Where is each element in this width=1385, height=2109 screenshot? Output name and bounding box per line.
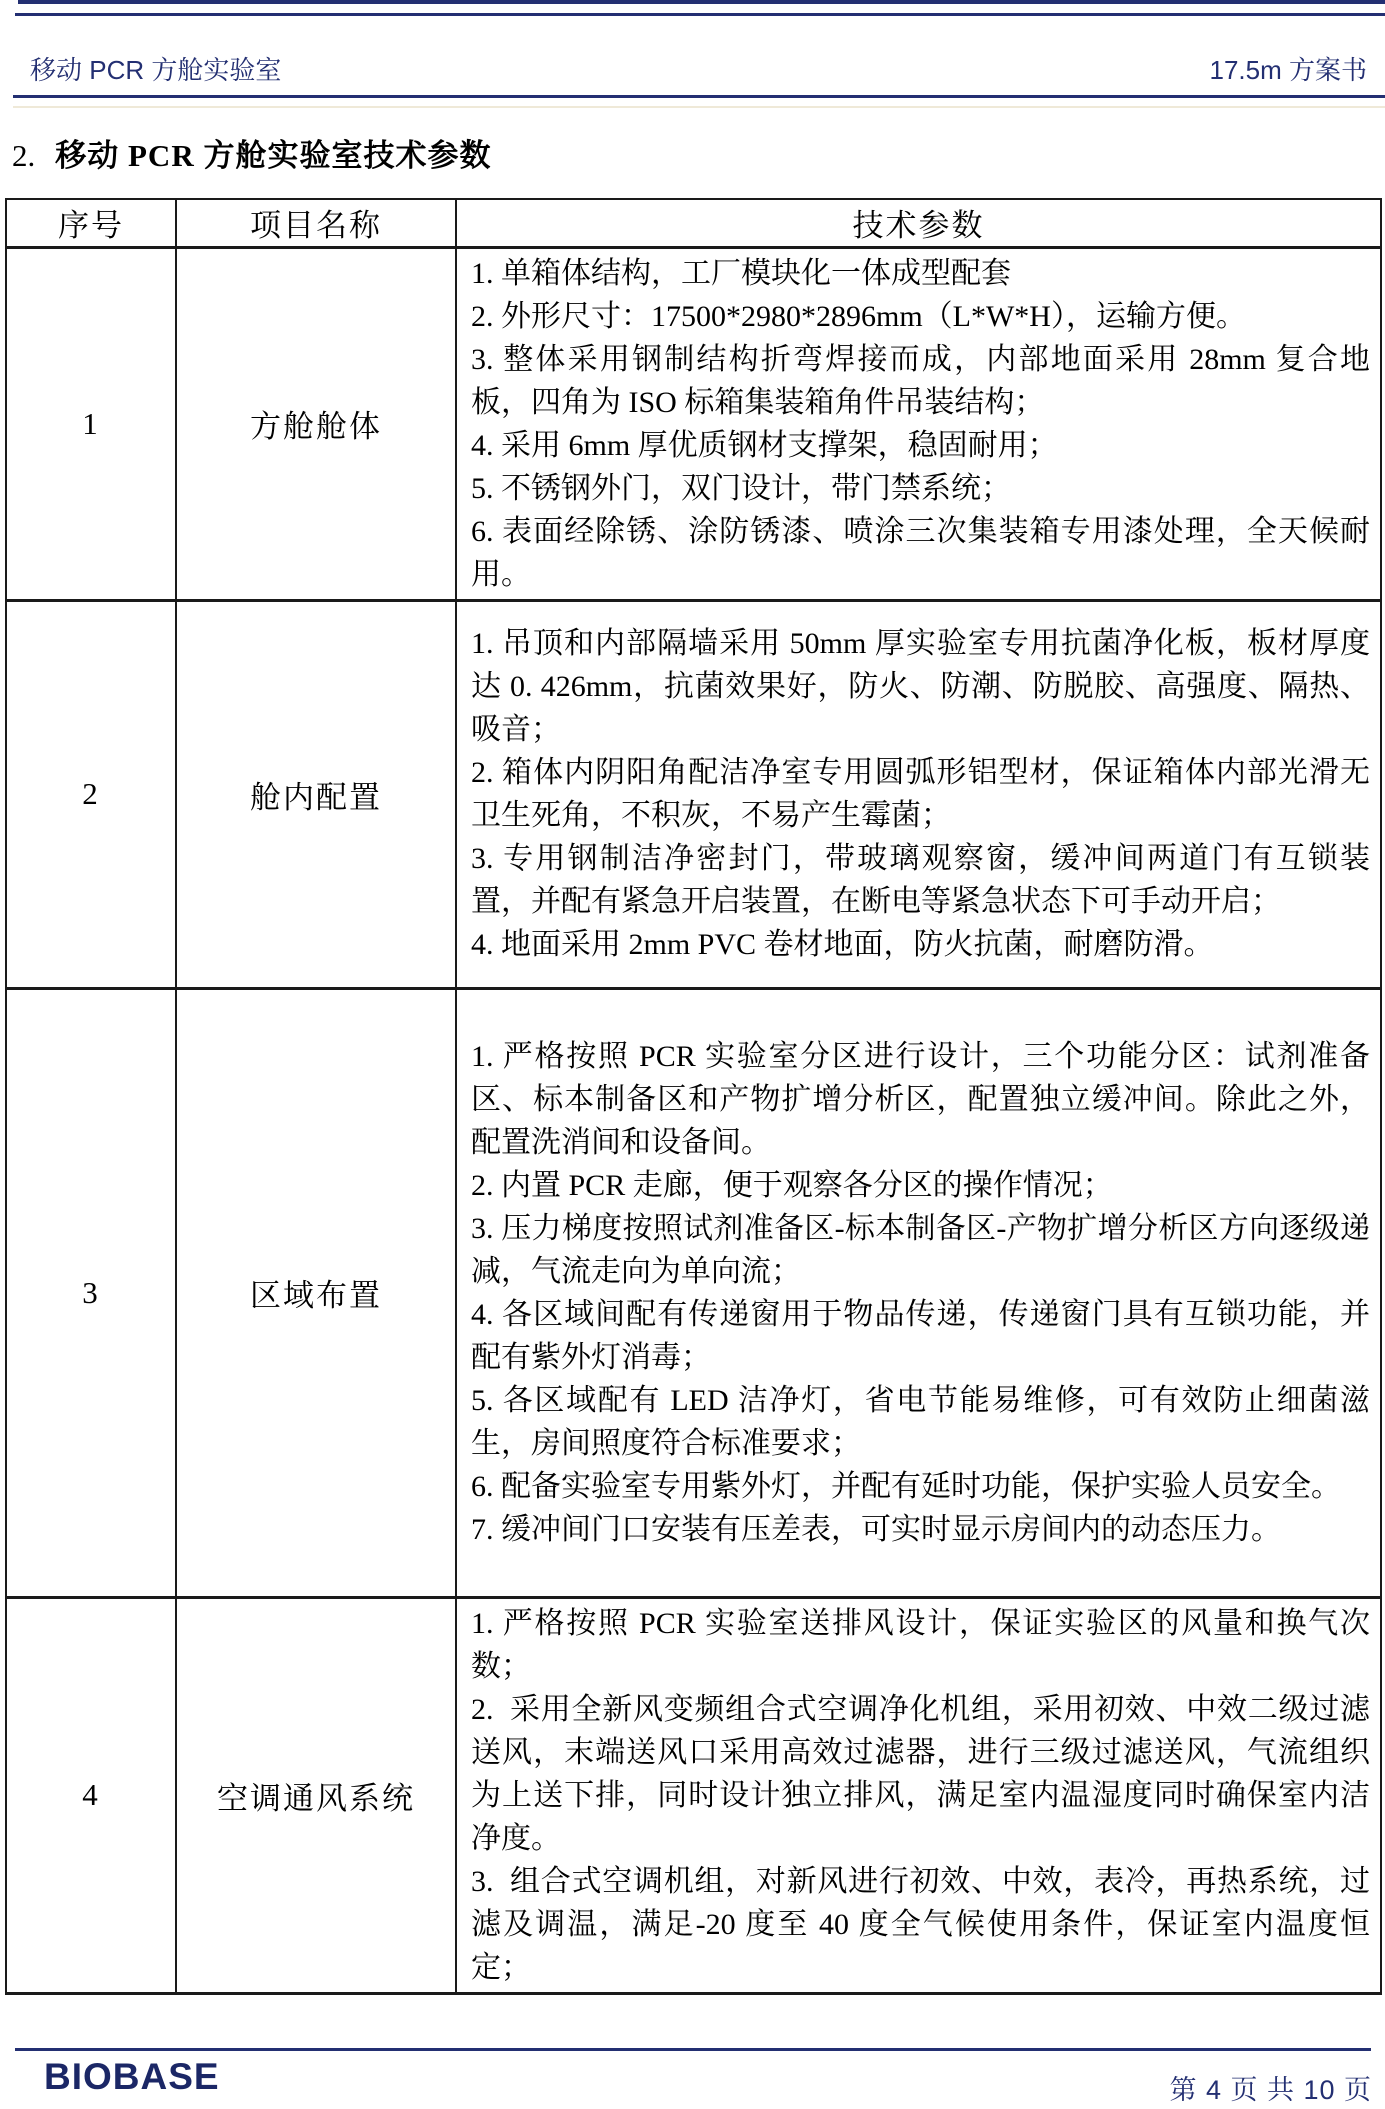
param-line: 2. 外形尺寸：17500*2980*2896mm（L*W*H），运输方便。 bbox=[471, 299, 1246, 333]
top-rule-thin bbox=[15, 13, 1385, 16]
param-line: 2. 采用全新风变频组合式空调净化机组，采用初效、中效二级过滤送风，末端送风口采用高效过滤器，进行三级过滤送风，气流组织为上送下排，同时设计独立排风，满足室内温湿度同时确保室内洁净度。 bbox=[471, 1692, 1370, 1855]
header-left-title: 移动 PCR 方舱实验室 bbox=[30, 55, 282, 85]
param-line: 5. 不锈钢外门，双门设计，带门禁系统； bbox=[471, 471, 1011, 505]
table-header-row bbox=[6, 199, 1381, 247]
param-line: 4. 各区域间配有传递窗用于物品传递，传递窗门具有互锁功能，并配有紫外灯消毒； bbox=[471, 1297, 1370, 1374]
row-params-cell bbox=[456, 247, 1381, 600]
row-params-cell bbox=[456, 1597, 1381, 1993]
row-item-name: 区域布置 bbox=[176, 988, 456, 1597]
param-line: 1. 严格按照 PCR 实验室送排风设计，保证实验区的风量和换气次数； bbox=[471, 1606, 1370, 1683]
table-row bbox=[6, 1597, 1381, 1993]
param-line: 7. 缓冲间门口安装有压差表，可实时显示房间内的动态压力。 bbox=[471, 1512, 1281, 1546]
table-row bbox=[6, 600, 1381, 988]
row-number: 4 bbox=[6, 1597, 176, 1993]
col-header-item: 项目名称 bbox=[176, 199, 456, 247]
header-divider-faint bbox=[13, 106, 1385, 108]
header-right-label: 17.5m 方案书 bbox=[1209, 55, 1367, 85]
biobase-logo: BIOBASE bbox=[44, 2056, 220, 2097]
row-number: 2 bbox=[6, 600, 176, 988]
row-item-name: 方舱舱体 bbox=[176, 247, 456, 600]
param-line: 1. 单箱体结构，工厂模块化一体成型配套 bbox=[471, 256, 1011, 290]
page-header bbox=[30, 50, 1367, 87]
table-row bbox=[6, 988, 1381, 1597]
param-line: 5. 各区域配有 LED 洁净灯，省电节能易维修，可有效防止细菌滋生，房间照度符合标准要求； bbox=[471, 1383, 1370, 1460]
section-title: 移动 PCR 方舱实验室技术参数 bbox=[55, 138, 492, 173]
section-heading bbox=[12, 130, 491, 175]
row-number: 3 bbox=[6, 988, 176, 1597]
param-line: 4. 采用 6mm 厚优质钢材支撑架，稳固耐用； bbox=[471, 428, 1058, 462]
section-number: 2. bbox=[12, 138, 36, 173]
param-line: 6. 表面经除锈、涂防锈漆、喷涂三次集装箱专用漆处理，全天候耐用。 bbox=[471, 514, 1370, 591]
row-params-cell bbox=[456, 600, 1381, 988]
param-line: 3. 压力梯度按照试剂准备区-标本制备区-产物扩增分析区方向逐级递减，气流走向为单向流； bbox=[471, 1211, 1370, 1288]
param-line: 4. 地面采用 2mm PVC 卷材地面，防火抗菌，耐磨防滑。 bbox=[471, 928, 1214, 961]
top-rule-thick bbox=[18, 0, 1385, 4]
row-number: 1 bbox=[6, 247, 176, 600]
col-header-no: 序号 bbox=[6, 199, 176, 247]
page-number: 第 4 页 共 10 页 bbox=[1169, 2075, 1372, 2105]
param-line: 1. 严格按照 PCR 实验室分区进行设计，三个功能分区：试剂准备区、标本制备区和产物扩增分析区，配置独立缓冲间。除此之外，配置洗消间和设备间。 bbox=[471, 1039, 1370, 1159]
header-divider bbox=[13, 95, 1385, 98]
col-header-params: 技术参数 bbox=[456, 199, 1381, 247]
spec-table bbox=[5, 198, 1382, 1995]
footer-divider bbox=[15, 2048, 1371, 2051]
param-line: 1. 吊顶和内部隔墙采用 50mm 厚实验室专用抗菌净化板，板材厚度达 0. 426mm，抗菌效果好，防火、防潮、防脱胶、高强度、隔热、吸音； bbox=[471, 627, 1370, 746]
param-line: 3. 专用钢制洁净密封门，带玻璃观察窗，缓冲间两道门有互锁装置，并配有紧急开启装置，在断电等紧急状态下可手动开启； bbox=[471, 842, 1370, 918]
row-item-name: 舱内配置 bbox=[176, 600, 456, 988]
row-item-name: 空调通风系统 bbox=[176, 1597, 456, 1993]
table-row bbox=[6, 247, 1381, 600]
param-line: 2. 内置 PCR 走廊，便于观察各分区的操作情况； bbox=[471, 1168, 1113, 1202]
param-line: 6. 配备实验室专用紫外灯，并配有延时功能，保护实验人员安全。 bbox=[471, 1469, 1341, 1503]
row-params-cell bbox=[456, 988, 1381, 1597]
param-line: 3. 组合式空调机组，对新风进行初效、中效，表冷，再热系统，过滤及调温，满足-20 度至 40 度全气候使用条件，保证室内温度恒定； bbox=[471, 1864, 1370, 1984]
param-line: 2. 箱体内阴阳角配洁净室专用圆弧形铝型材，保证箱体内部光滑无卫生死角，不积灰，不易产生霉菌； bbox=[471, 756, 1370, 832]
param-line: 3. 整体采用钢制结构折弯焊接而成，内部地面采用 28mm 复合地板，四角为 ISO 标箱集装箱角件吊装结构； bbox=[471, 342, 1370, 419]
